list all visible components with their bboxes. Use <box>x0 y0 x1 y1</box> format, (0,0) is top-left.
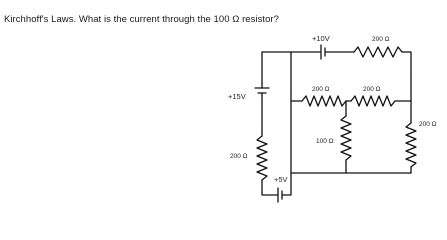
wire-middle <box>291 75 411 101</box>
label-r-center: 100 Ω <box>316 138 334 145</box>
resistor-left <box>257 136 267 180</box>
label-r-right: 200 Ω <box>419 121 437 128</box>
label-left-battery: +15V <box>228 92 246 101</box>
label-r-mid-left: 200 Ω <box>312 86 330 93</box>
wire-top-branch <box>291 52 411 90</box>
label-r-mid-right: 200 Ω <box>363 86 381 93</box>
label-bottom-battery: +5V <box>274 175 288 184</box>
resistor-right <box>406 123 416 167</box>
wire-left <box>262 52 291 195</box>
resistor-center <box>341 116 351 160</box>
resistor-mid-left <box>302 96 346 106</box>
resistor-mid-right <box>351 96 395 106</box>
label-top-battery: +10V <box>312 34 330 43</box>
label-r-left: 200 Ω <box>230 153 248 160</box>
label-r-top: 200 Ω <box>372 36 390 43</box>
question-text: Kirchhoff's Laws. What is the current through the 100 Ω resistor? <box>4 14 279 25</box>
resistor-top <box>354 47 402 57</box>
